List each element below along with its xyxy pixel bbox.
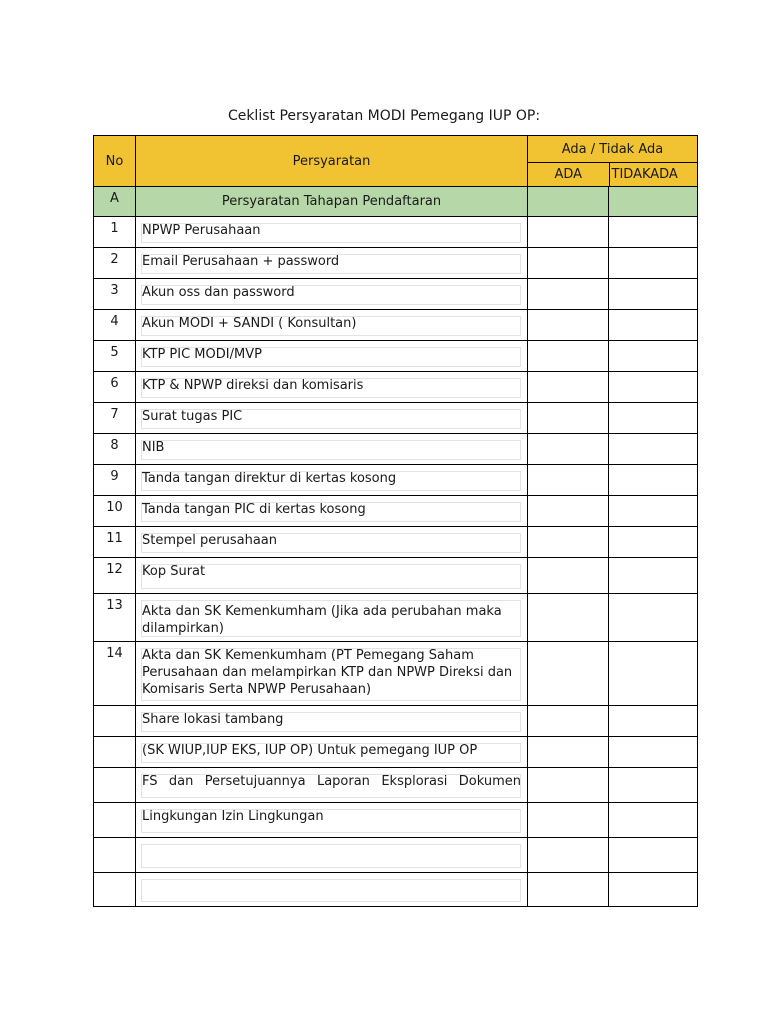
- requirement-cell: [136, 403, 528, 433]
- header-persyaratan: Persyaratan: [136, 136, 528, 186]
- tidak-ada-check-cell[interactable]: [609, 527, 698, 557]
- table-row: [94, 838, 698, 873]
- requirement-cell: [136, 706, 528, 736]
- requirement-text: Akta dan SK Kemenkumham (PT Pemegang Saham Perusahaan dan melampirkan KTP dan NPWP Direksi dan Komisaris Serta NPWP Perusahaan): [142, 648, 513, 697]
- header-no: No: [94, 136, 136, 186]
- row-number: [94, 706, 136, 736]
- requirement-cell: [136, 768, 528, 802]
- header-ada-tidak-ada: Ada / Tidak Ada: [528, 136, 698, 163]
- ada-check-cell[interactable]: [528, 558, 609, 593]
- ada-check-cell[interactable]: [528, 873, 609, 906]
- requirement-input-box: [141, 879, 521, 902]
- requirement-cell: [136, 527, 528, 557]
- table-row: [94, 642, 698, 706]
- requirement-cell: [136, 279, 528, 309]
- tidak-ada-check-cell[interactable]: [609, 341, 698, 371]
- row-number: 3: [94, 279, 136, 309]
- tidak-ada-check-cell[interactable]: [609, 310, 698, 340]
- table-row: [94, 217, 698, 248]
- table-row: [94, 558, 698, 594]
- requirement-cell: [136, 434, 528, 464]
- requirement-text: (SK WIUP,IUP EKS, IUP OP) Untuk pemegang IUP OP: [142, 743, 478, 758]
- requirement-text: Akun MODI + SANDI ( Konsultan): [142, 316, 357, 331]
- tidak-ada-check-cell[interactable]: [609, 838, 698, 872]
- tidak-ada-check-cell[interactable]: [609, 873, 698, 906]
- row-number: [94, 838, 136, 872]
- table-row: [94, 434, 698, 465]
- ada-check-cell[interactable]: [528, 803, 609, 837]
- ada-check-cell[interactable]: [528, 465, 609, 495]
- requirement-cell: [136, 642, 528, 705]
- tidak-ada-check-cell[interactable]: [609, 372, 698, 402]
- section-ada-cell: [528, 187, 609, 216]
- ada-check-cell[interactable]: [528, 279, 609, 309]
- row-number: 9: [94, 465, 136, 495]
- requirement-text: Akta dan SK Kemenkumham (Jika ada perubahan maka dilampirkan): [142, 604, 502, 636]
- tidak-ada-check-cell[interactable]: [609, 403, 698, 433]
- table-body: [94, 217, 698, 907]
- requirement-cell: [136, 465, 528, 495]
- row-number: [94, 873, 136, 906]
- row-number: [94, 737, 136, 767]
- table-row: [94, 279, 698, 310]
- row-number: 13: [94, 594, 136, 641]
- tidak-ada-check-cell[interactable]: [609, 803, 698, 837]
- tidak-ada-check-cell[interactable]: [609, 465, 698, 495]
- header-tidak-ada: TIDAKADA: [610, 163, 698, 186]
- row-number: 6: [94, 372, 136, 402]
- requirement-text: KTP & NPWP direksi dan komisaris: [142, 378, 364, 393]
- tidak-ada-check-cell[interactable]: [609, 737, 698, 767]
- tidak-ada-check-cell[interactable]: [609, 434, 698, 464]
- row-number: 8: [94, 434, 136, 464]
- row-number: 4: [94, 310, 136, 340]
- table-row: [94, 341, 698, 372]
- section-no: A: [94, 187, 136, 216]
- tidak-ada-check-cell[interactable]: [609, 642, 698, 705]
- requirement-text: NPWP Perusahaan: [142, 223, 261, 238]
- section-tidak-cell: [609, 187, 698, 216]
- document-title: Ceklist Persyaratan MODI Pemegang IUP OP:: [227, 108, 541, 124]
- row-number: 1: [94, 217, 136, 247]
- table-row: [94, 310, 698, 341]
- requirement-cell: [136, 838, 528, 872]
- requirement-text: FS dan Persetujuannya Laporan Eksplorasi Dokumen: [142, 774, 521, 789]
- row-number: 14: [94, 642, 136, 705]
- ada-check-cell[interactable]: [528, 372, 609, 402]
- requirement-cell: [136, 594, 528, 641]
- row-number: 11: [94, 527, 136, 557]
- requirement-text: Lingkungan Izin Lingkungan: [142, 809, 324, 824]
- tidak-ada-check-cell[interactable]: [609, 496, 698, 526]
- table-row: [94, 372, 698, 403]
- requirement-text: NIB: [142, 440, 165, 455]
- tidak-ada-check-cell[interactable]: [609, 706, 698, 736]
- requirement-input-box: [141, 844, 521, 868]
- requirement-text: Stempel perusahaan: [142, 533, 277, 548]
- table-row: [94, 594, 698, 642]
- requirement-cell: [136, 217, 528, 247]
- table-row: [94, 737, 698, 768]
- table-row: [94, 403, 698, 434]
- tidak-ada-check-cell[interactable]: [609, 594, 698, 641]
- requirement-text: Tanda tangan PIC di kertas kosong: [142, 502, 366, 517]
- section-row: [94, 187, 698, 217]
- ada-check-cell[interactable]: [528, 527, 609, 557]
- ada-check-cell[interactable]: [528, 838, 609, 872]
- header-status-group: [528, 136, 698, 186]
- requirement-cell: [136, 310, 528, 340]
- tidak-ada-check-cell[interactable]: [609, 279, 698, 309]
- row-number: [94, 768, 136, 802]
- ada-check-cell[interactable]: [528, 594, 609, 641]
- table-row: [94, 527, 698, 558]
- row-number: [94, 803, 136, 837]
- requirement-cell: [136, 737, 528, 767]
- requirement-text: Email Perusahaan + password: [142, 254, 340, 269]
- requirement-cell: [136, 558, 528, 593]
- ada-check-cell[interactable]: [528, 642, 609, 705]
- table-row: [94, 465, 698, 496]
- tidak-ada-check-cell[interactable]: [609, 248, 698, 278]
- requirement-text: Surat tugas PIC: [142, 409, 243, 424]
- ada-check-cell[interactable]: [528, 403, 609, 433]
- row-number: 5: [94, 341, 136, 371]
- table-row: [94, 803, 698, 838]
- requirement-cell: [136, 341, 528, 371]
- ada-check-cell[interactable]: [528, 768, 609, 802]
- requirement-text: Kop Surat: [142, 564, 206, 579]
- table-row: [94, 873, 698, 907]
- header-ada: ADA: [528, 163, 610, 186]
- requirement-cell: [136, 496, 528, 526]
- requirement-text: KTP PIC MODI/MVP: [142, 347, 262, 362]
- ada-check-cell[interactable]: [528, 310, 609, 340]
- requirement-text: Tanda tangan direktur di kertas kosong: [142, 471, 397, 486]
- row-number: 12: [94, 558, 136, 593]
- ada-check-cell[interactable]: [528, 496, 609, 526]
- requirement-text: Akun oss dan password: [142, 285, 295, 300]
- row-number: 10: [94, 496, 136, 526]
- requirement-cell: [136, 803, 528, 837]
- requirement-text: Share lokasi tambang: [142, 712, 284, 727]
- row-number: 2: [94, 248, 136, 278]
- ada-check-cell[interactable]: [528, 341, 609, 371]
- tidak-ada-check-cell[interactable]: [609, 558, 698, 593]
- tidak-ada-check-cell[interactable]: [609, 768, 698, 802]
- requirement-cell: [136, 248, 528, 278]
- table-row: [94, 248, 698, 279]
- ada-check-cell[interactable]: [528, 217, 609, 247]
- table-row: [94, 768, 698, 803]
- ada-check-cell[interactable]: [528, 248, 609, 278]
- checklist-table: [93, 135, 698, 907]
- table-row: [94, 496, 698, 527]
- ada-check-cell[interactable]: [528, 434, 609, 464]
- table-header-row: [94, 136, 698, 187]
- tidak-ada-check-cell[interactable]: [609, 217, 698, 247]
- ada-check-cell[interactable]: [528, 706, 609, 736]
- table-row: [94, 706, 698, 737]
- row-number: 7: [94, 403, 136, 433]
- section-label: Persyaratan Tahapan Pendaftaran: [136, 187, 528, 216]
- requirement-cell: [136, 873, 528, 906]
- ada-check-cell[interactable]: [528, 737, 609, 767]
- requirement-cell: [136, 372, 528, 402]
